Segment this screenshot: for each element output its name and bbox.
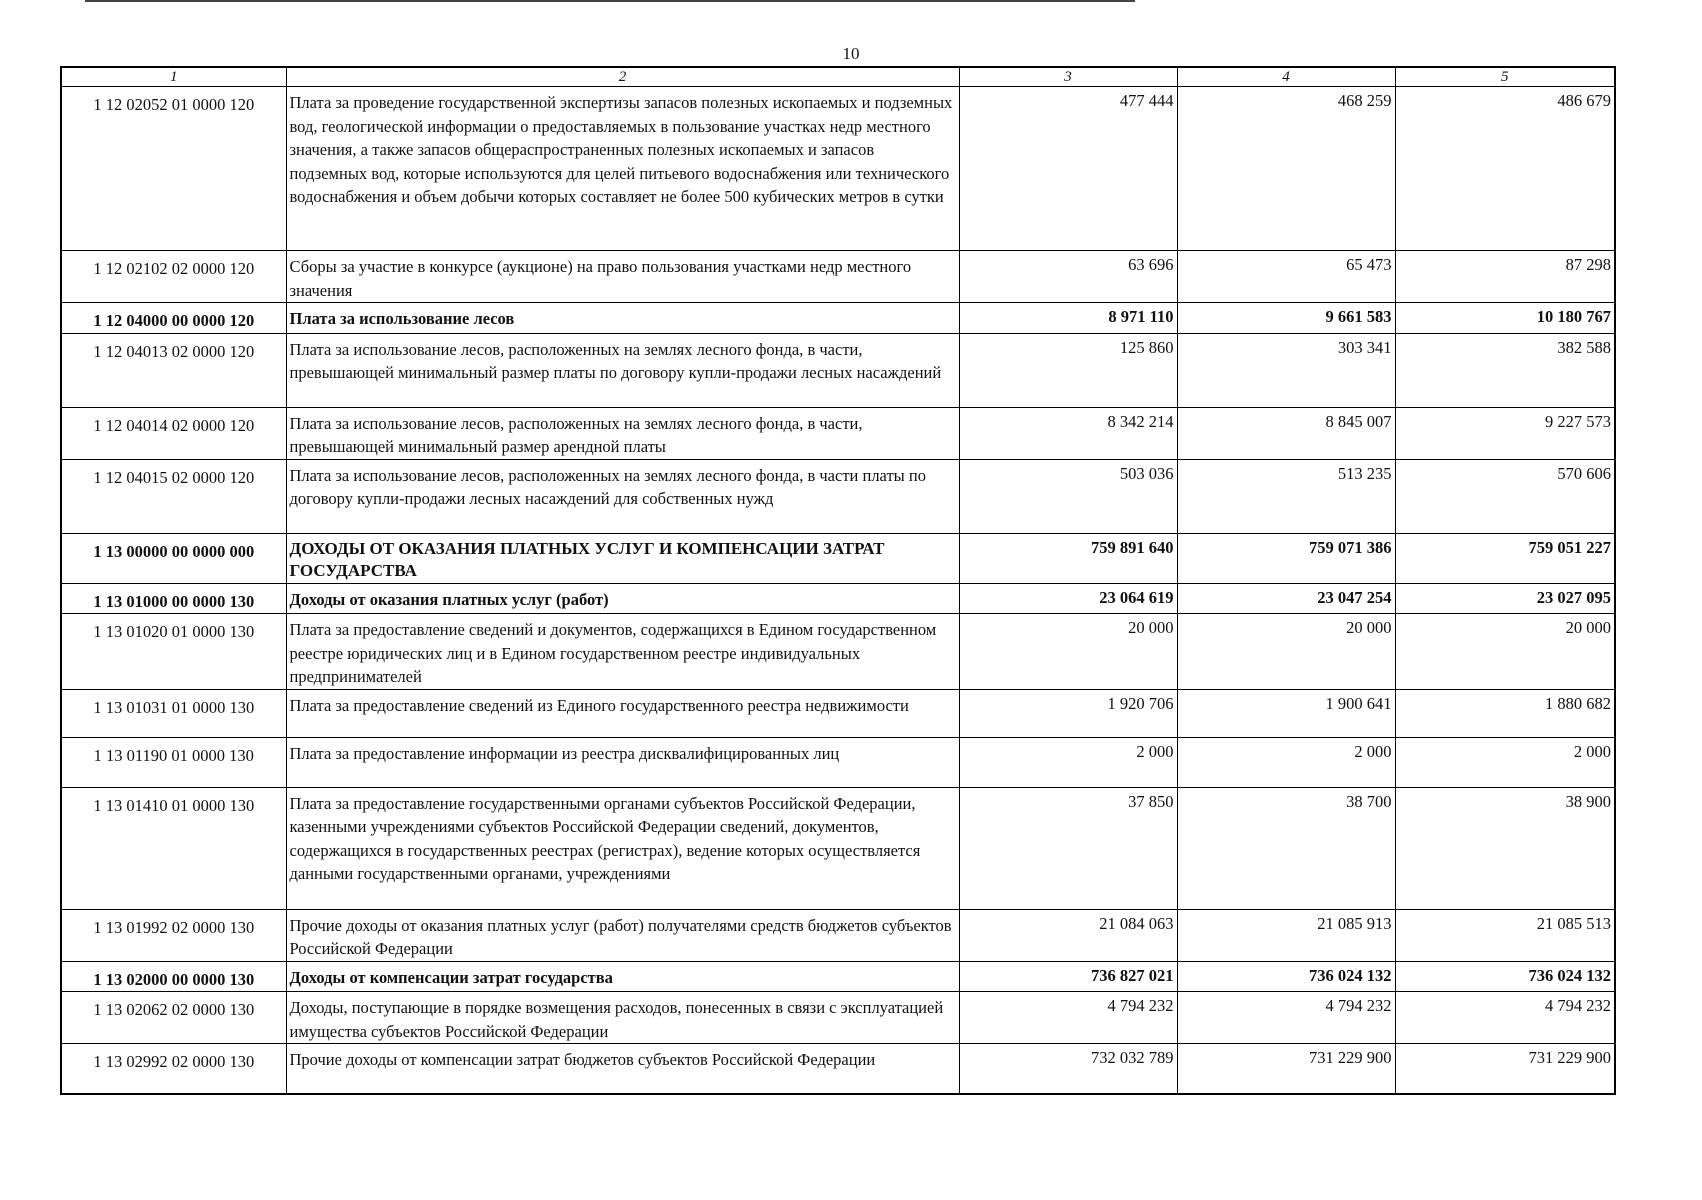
row-value-5: 570 606 xyxy=(1395,459,1615,533)
row-value-3: 20 000 xyxy=(959,614,1177,690)
row-name: Плата за использование лесов, расположенных на землях лесного фонда, в части, превышающей минимальный размер арендной платы xyxy=(286,407,959,459)
row-value-5: 20 000 xyxy=(1395,614,1615,690)
table-row xyxy=(61,303,1615,334)
row-value-4: 9 661 583 xyxy=(1177,303,1395,334)
table-row xyxy=(61,251,1615,303)
row-value-3: 1 920 706 xyxy=(959,689,1177,737)
top-scan-rule xyxy=(85,0,1135,2)
row-value-5: 731 229 900 xyxy=(1395,1044,1615,1094)
row-value-4: 23 047 254 xyxy=(1177,583,1395,614)
row-value-4: 731 229 900 xyxy=(1177,1044,1395,1094)
table-row xyxy=(61,533,1615,583)
row-code: 1 12 02102 02 0000 120 xyxy=(61,251,286,303)
row-name: Сборы за участие в конкурсе (аукционе) на право пользования участками недр местного значения xyxy=(286,251,959,303)
table-row xyxy=(61,909,1615,961)
row-value-5: 759 051 227 xyxy=(1395,533,1615,583)
table-row xyxy=(61,87,1615,251)
table-row xyxy=(61,333,1615,407)
row-value-3: 4 794 232 xyxy=(959,992,1177,1044)
row-value-3: 125 860 xyxy=(959,333,1177,407)
row-value-5: 4 794 232 xyxy=(1395,992,1615,1044)
row-value-5: 382 588 xyxy=(1395,333,1615,407)
column-header-1: 1 xyxy=(61,67,286,87)
row-value-3: 21 084 063 xyxy=(959,909,1177,961)
row-code: 1 12 04000 00 0000 120 xyxy=(61,303,286,334)
row-code: 1 12 04014 02 0000 120 xyxy=(61,407,286,459)
row-value-3: 8 342 214 xyxy=(959,407,1177,459)
row-value-4: 736 024 132 xyxy=(1177,961,1395,992)
row-name: Плата за использование лесов, расположенных на землях лесного фонда, в части, превышающей минимальный размер платы по договору купли-продажи лесных насаждений xyxy=(286,333,959,407)
row-value-5: 486 679 xyxy=(1395,87,1615,251)
row-code: 1 12 02052 01 0000 120 xyxy=(61,87,286,251)
column-header-5: 5 xyxy=(1395,67,1615,87)
row-value-4: 8 845 007 xyxy=(1177,407,1395,459)
row-name: Плата за использование лесов xyxy=(286,303,959,334)
column-header-3: 3 xyxy=(959,67,1177,87)
row-name: Прочие доходы от оказания платных услуг (работ) получателями средств бюджетов субъектов Российской Федерации xyxy=(286,909,959,961)
row-name: ДОХОДЫ ОТ ОКАЗАНИЯ ПЛАТНЫХ УСЛУГ И КОМПЕНСАЦИИ ЗАТРАТ ГОСУДАРСТВА xyxy=(286,533,959,583)
row-value-5: 38 900 xyxy=(1395,787,1615,909)
row-name: Плата за использование лесов, расположенных на землях лесного фонда, в части платы по договору купли-продажи лесных насаждений для собственных нужд xyxy=(286,459,959,533)
row-code: 1 13 02992 02 0000 130 xyxy=(61,1044,286,1094)
row-code: 1 13 01992 02 0000 130 xyxy=(61,909,286,961)
column-header-2: 2 xyxy=(286,67,959,87)
row-value-4: 303 341 xyxy=(1177,333,1395,407)
budget-revenue-table xyxy=(60,66,1616,1095)
row-value-3: 736 827 021 xyxy=(959,961,1177,992)
table-row xyxy=(61,689,1615,737)
row-value-3: 477 444 xyxy=(959,87,1177,251)
row-value-3: 37 850 xyxy=(959,787,1177,909)
row-value-4: 65 473 xyxy=(1177,251,1395,303)
row-name: Плата за предоставление информации из реестра дисквалифицированных лиц xyxy=(286,737,959,787)
row-code: 1 13 01020 01 0000 130 xyxy=(61,614,286,690)
row-value-3: 2 000 xyxy=(959,737,1177,787)
row-value-4: 21 085 913 xyxy=(1177,909,1395,961)
row-value-4: 20 000 xyxy=(1177,614,1395,690)
row-name: Прочие доходы от компенсации затрат бюджетов субъектов Российской Федерации xyxy=(286,1044,959,1094)
table-row xyxy=(61,583,1615,614)
row-value-4: 759 071 386 xyxy=(1177,533,1395,583)
row-value-4: 4 794 232 xyxy=(1177,992,1395,1044)
row-value-5: 21 085 513 xyxy=(1395,909,1615,961)
row-code: 1 12 04013 02 0000 120 xyxy=(61,333,286,407)
row-value-4: 468 259 xyxy=(1177,87,1395,251)
row-name: Доходы от компенсации затрат государства xyxy=(286,961,959,992)
row-value-5: 23 027 095 xyxy=(1395,583,1615,614)
page-number: 10 xyxy=(842,44,860,63)
row-code: 1 13 01410 01 0000 130 xyxy=(61,787,286,909)
table-row xyxy=(61,1044,1615,1094)
table-row xyxy=(61,961,1615,992)
row-value-4: 1 900 641 xyxy=(1177,689,1395,737)
table-row xyxy=(61,459,1615,533)
row-value-5: 736 024 132 xyxy=(1395,961,1615,992)
row-name: Доходы, поступающие в порядке возмещения расходов, понесенных в связи с эксплуатацией имущества субъектов Российской Федерации xyxy=(286,992,959,1044)
column-header-4: 4 xyxy=(1177,67,1395,87)
row-value-3: 8 971 110 xyxy=(959,303,1177,334)
row-value-4: 513 235 xyxy=(1177,459,1395,533)
row-value-3: 732 032 789 xyxy=(959,1044,1177,1094)
row-name: Плата за проведение государственной экспертизы запасов полезных ископаемых и подземных вод, геологической информации о предоставляемых в пользование участках недр местного значения, а также запасов общераспространенных полезных ископаемых и запасов подземных вод, которые используются для целей питьевого водоснабжения или технического водоснабжения и объем добычи которых составляет не более 500 кубических метров в сутки xyxy=(286,87,959,251)
row-value-3: 759 891 640 xyxy=(959,533,1177,583)
row-name: Доходы от оказания платных услуг (работ) xyxy=(286,583,959,614)
row-name: Плата за предоставление сведений из Единого государственного реестра недвижимости xyxy=(286,689,959,737)
row-value-3: 23 064 619 xyxy=(959,583,1177,614)
row-value-3: 63 696 xyxy=(959,251,1177,303)
table-row xyxy=(61,407,1615,459)
table-row xyxy=(61,992,1615,1044)
row-name: Плата за предоставление государственными органами субъектов Российской Федерации, казенными учреждениями субъектов Российской Федерации сведений, документов, содержащихся в государственных реестрах (регистрах), ведение которых осуществляется данными государственными органами, учреждениями xyxy=(286,787,959,909)
row-value-3: 503 036 xyxy=(959,459,1177,533)
row-value-5: 87 298 xyxy=(1395,251,1615,303)
row-value-5: 9 227 573 xyxy=(1395,407,1615,459)
row-value-5: 2 000 xyxy=(1395,737,1615,787)
table-row xyxy=(61,614,1615,690)
row-code: 1 13 00000 00 0000 000 xyxy=(61,533,286,583)
table-row xyxy=(61,787,1615,909)
row-value-4: 38 700 xyxy=(1177,787,1395,909)
row-code: 1 13 01031 01 0000 130 xyxy=(61,689,286,737)
row-code: 1 13 01190 01 0000 130 xyxy=(61,737,286,787)
row-value-5: 10 180 767 xyxy=(1395,303,1615,334)
row-code: 1 12 04015 02 0000 120 xyxy=(61,459,286,533)
row-value-5: 1 880 682 xyxy=(1395,689,1615,737)
table-row xyxy=(61,737,1615,787)
row-code: 1 13 02062 02 0000 130 xyxy=(61,992,286,1044)
row-code: 1 13 02000 00 0000 130 xyxy=(61,961,286,992)
row-value-4: 2 000 xyxy=(1177,737,1395,787)
header-row xyxy=(61,67,1615,87)
row-name: Плата за предоставление сведений и документов, содержащихся в Едином государственном реестре юридических лиц и в Едином государственном реестре индивидуальных предпринимателей xyxy=(286,614,959,690)
row-code: 1 13 01000 00 0000 130 xyxy=(61,583,286,614)
